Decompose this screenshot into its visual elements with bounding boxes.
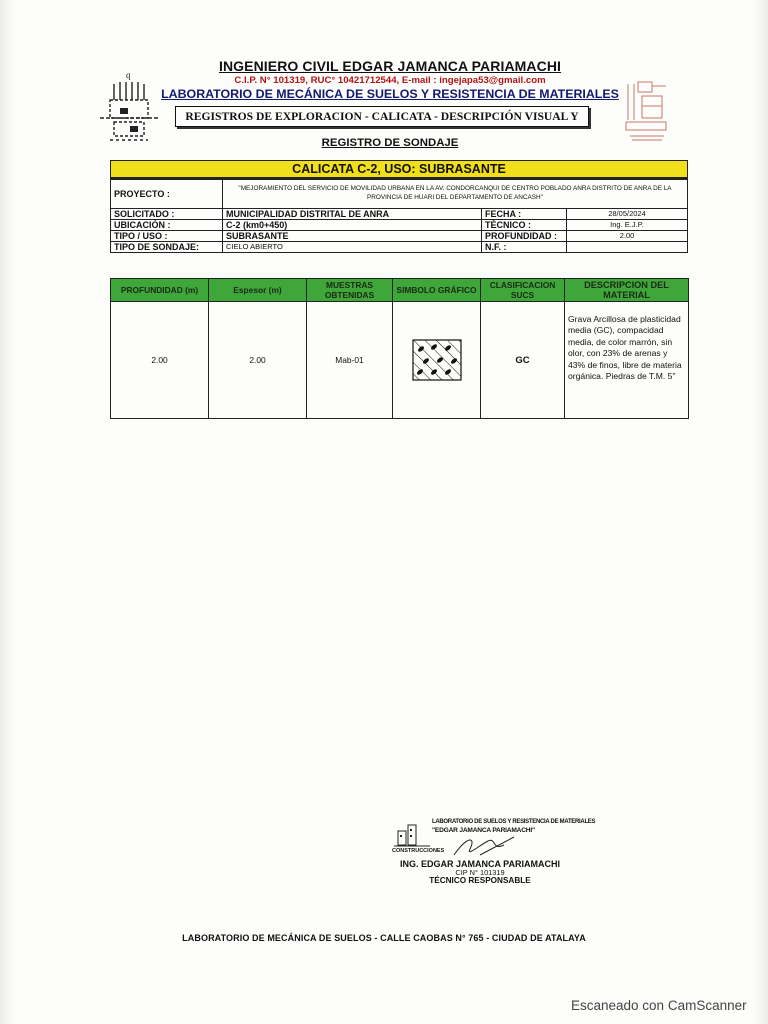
header-profundidad: PROFUNDIDAD (m) — [111, 279, 209, 302]
lab-name: LABORATORIO DE MECÁNICA DE SUELOS Y RESISTENCIA DE MATERIALES — [161, 87, 619, 101]
project-info-table — [110, 179, 688, 253]
row-tipo-uso — [111, 231, 688, 242]
cell-espesor: 2.00 — [209, 302, 307, 419]
solicitado-label: SOLICITADO : — [111, 209, 223, 220]
row-tipo-sondaje — [111, 242, 688, 253]
nf-value — [567, 242, 688, 253]
tecnico-label: TÉCNICO : — [482, 220, 567, 231]
header-sucs: CLASIFICACION SUCS — [481, 279, 565, 302]
ubicacion-value: C-2 (km0+450) — [223, 220, 482, 231]
stamp-name-line: "EDGAR JAMANCA PARIAMACHI" — [432, 827, 535, 834]
row-proyecto — [111, 180, 688, 209]
nf-label: N.F. : — [482, 242, 567, 253]
table-header-row — [111, 279, 689, 302]
proyecto-value: "MEJORAMIENTO DEL SERVICIO DE MOVILIDAD URBANA EN LA AV. CONDORCANQUI DE CENTRO POBLADO ANRA DISTRITO DE ANRA DE LA PROVINCIA DE HUARI DEL DEPARTAMENTO DE ANCASH" — [223, 180, 688, 209]
row-solicitado — [111, 209, 688, 220]
cell-simbolo — [393, 302, 481, 419]
document-title: REGISTRO DE SONDAJE — [321, 137, 459, 149]
row-ubicacion — [111, 220, 688, 231]
contact-line: C.I.P. N° 101319, RUC° 10421712544, E-mail : ingejapa53@gmail.com — [234, 75, 546, 86]
calicata-title: CALICATA C-2, USO: SUBRASANTE — [110, 160, 688, 179]
tecnico-value: Ing. E.J.P. — [567, 220, 688, 231]
tipo-uso-value: SUBRASANTE — [223, 231, 482, 242]
ubicacion-label: UBICACIÓN : — [111, 220, 223, 231]
tipo-sondaje-label: TIPO DE SONDAJE: — [111, 242, 223, 253]
cell-sucs: GC — [481, 302, 565, 419]
cell-descripcion: Grava Arcillosa de plasticidad media (GC), compacidad media, de color marrón, sin olor, con 23% de arenas y 43% de finos, libre de materia orgánica. Piedras de T.M. 5" — [565, 302, 689, 419]
table-row — [111, 302, 689, 419]
signer-cip: CIP N° 101319 — [455, 868, 505, 877]
profundidad-value: 2.00 — [567, 231, 688, 242]
header-simbolo: SIMBOLO GRÁFICO — [393, 279, 481, 302]
fecha-label: FECHA : — [482, 209, 567, 220]
sondaje-table — [110, 278, 689, 419]
header-descripcion: DESCRIPCION DEL MATERIAL — [565, 279, 689, 302]
proyecto-label: PROYECTO : — [111, 180, 223, 209]
registry-box: REGISTROS DE EXPLORACION - CALICATA - DESCRIPCIÓN VISUAL Y — [175, 106, 589, 127]
signer-name: ING. EDGAR JAMANCA PARIAMACHI — [399, 859, 560, 869]
gravel-clay-hatch-icon — [412, 339, 462, 381]
header-espesor: Espesor (m) — [209, 279, 307, 302]
signer-role: TÉCNICO RESPONSABLE — [429, 876, 531, 885]
footer-address: LABORATORIO DE MECÁNICA DE SUELOS - CALLE CAOBAS N° 765 - CIUDAD DE ATALAYA — [182, 933, 586, 943]
svg-text:q: q — [126, 70, 131, 80]
cell-profundidad: 2.00 — [111, 302, 209, 419]
tipo-sondaje-value: CIELO ABIERTO — [223, 242, 482, 253]
fecha-value: 28/05/2024 — [567, 209, 688, 220]
project-info-block — [110, 160, 688, 253]
profundidad-label: PROFUNDIDAD : — [482, 231, 567, 242]
stamp-lab-line: LABORATORIO DE SUELOS Y RESISTENCIA DE MATERIALES — [432, 819, 596, 825]
stamp-construcciones: CONSTRUCCIONES — [392, 848, 445, 854]
sondaje-table-block — [110, 278, 688, 419]
cell-muestra: Mab-01 — [307, 302, 393, 419]
solicitado-value: MUNICIPALIDAD DISTRITAL DE ANRA — [223, 209, 482, 220]
engineer-name: INGENIERO CIVIL EDGAR JAMANCA PARIAMACHI — [218, 58, 562, 74]
tipo-uso-label: TIPO / USO : — [111, 231, 223, 242]
scanner-watermark: Escaneado con CamScanner — [571, 998, 747, 1013]
header-muestras: MUESTRAS OBTENIDAS — [307, 279, 393, 302]
